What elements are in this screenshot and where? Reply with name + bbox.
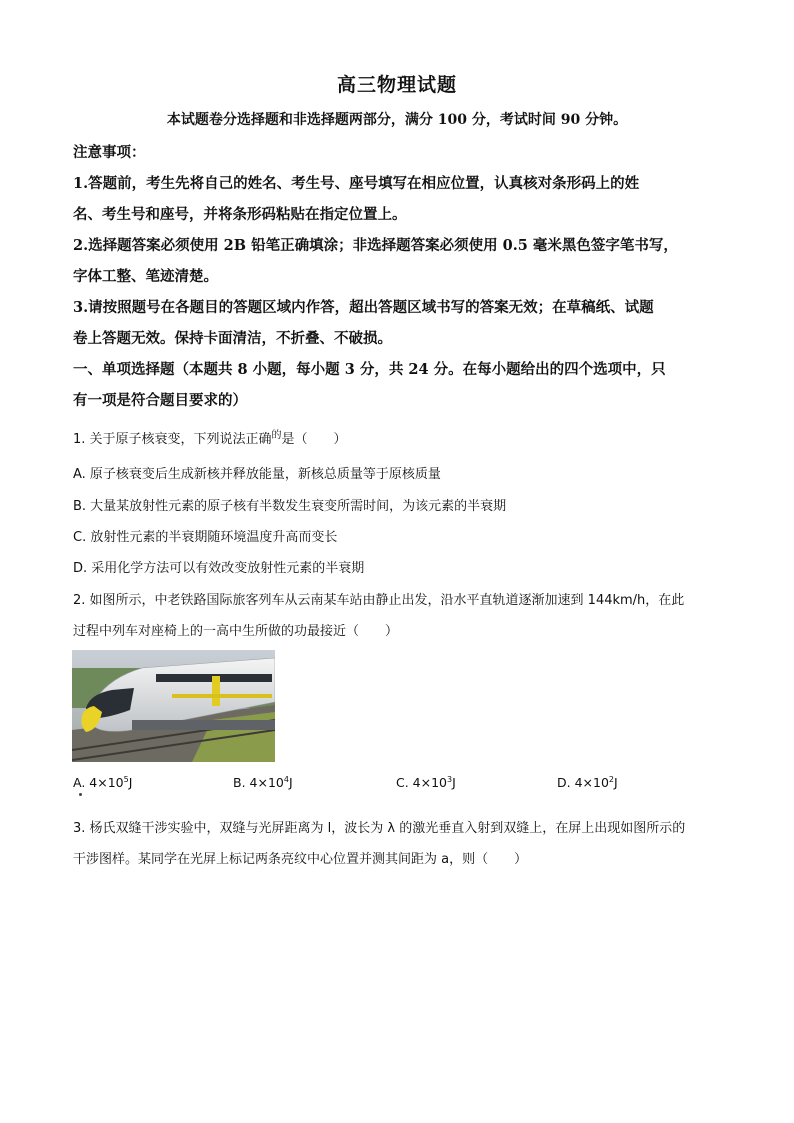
question-2-option-b-exponent: 4	[283, 775, 289, 784]
question-2-stem-line-2: 过程中列车对座椅上的一高中生所做的功最接近（ ）	[73, 624, 399, 639]
notice-item-2-line-1: 2.选择题答案必须使用 2B 铅笔正确填涂；非选择题答案必须使用 0.5 毫米黑色签字笔书写，	[73, 237, 678, 254]
notice-item-3-line-2: 卷上答题无效。保持卡面清洁，不折叠、不破损。	[73, 330, 392, 347]
page-title: 高三物理试题	[336, 74, 457, 96]
question-2-option-b	[233, 775, 293, 790]
notice-item-1-line-2: 名、考生号和座号，并将条形码粘贴在指定位置上。	[73, 206, 407, 223]
question-2-option-d-unit: J	[614, 775, 618, 791]
question-3-stem-line-1: 3. 杨氏双缝干涉实验中，双缝与光屏距离为 l，波长为 λ 的激光垂直入射到双缝上，在屏上出现如图所示的	[73, 821, 686, 836]
notice-heading: 注意事项：	[73, 144, 146, 161]
question-3-stem-line-2: 干涉图样。某同学在光屏上标记两条亮纹中心位置并测其间距为 a，则（ ）	[73, 852, 528, 867]
scan-dot	[79, 793, 82, 796]
exam-subtitle: 本试题卷分选择题和非选择题两部分，满分 100 分，考试时间 90 分钟。	[166, 112, 628, 128]
question-2-option-a	[73, 775, 132, 790]
question-2-option-c-exponent: 3	[447, 775, 453, 784]
question-2-option-a-unit: J	[128, 775, 133, 791]
question-1-stem-text: 1. 关于原子核衰变，下列说法正确	[73, 432, 272, 447]
notice-item-1-line-1: 1.答题前，考生先将自己的姓名、考生号、座号填写在相应位置，认真核对条形码上的姓	[73, 175, 640, 192]
notice-item-2-line-2: 字体工整、笔迹清楚。	[73, 268, 218, 285]
question-2-option-c-text: C. 4×10	[396, 775, 448, 791]
question-1-stem-tail: 是（ ）	[281, 432, 347, 447]
question-1-option-d: D. 采用化学方法可以有效改变放射性元素的半衰期	[73, 561, 365, 576]
question-2-option-b-text: B. 4×10	[233, 775, 284, 791]
question-1-option-a: A. 原子核衰变后生成新核并释放能量，新核总质量等于原核质量	[73, 467, 441, 482]
notice-item-3-line-1: 3.请按照题号在各题目的答题区域内作答，超出答题区域书写的答案无效；在草稿纸、试题	[73, 299, 654, 316]
question-1-stem	[73, 428, 347, 447]
question-2-stem-line-1: 2. 如图所示，中老铁路国际旅客列车从云南某车站由静止出发，沿水平直轨道逐渐加速到 144km/h，在此	[73, 593, 685, 608]
train-photo	[72, 650, 275, 762]
question-1-option-b: B. 大量某放射性元素的原子核有半数发生衰变所需时间，为该元素的半衰期	[73, 499, 507, 514]
question-2-option-a-text: A. 4×10	[73, 775, 124, 791]
question-2-option-c	[396, 775, 456, 790]
question-2-option-b-unit: J	[288, 775, 293, 791]
question-2-option-d-text: D. 4×10	[557, 775, 609, 791]
question-2-option-d-exponent: 2	[608, 775, 614, 784]
question-2-option-c-unit: J	[452, 775, 456, 791]
question-2-option-a-exponent: 5	[123, 775, 129, 784]
section-heading-line-1: 一、单项选择题（本题共 8 小题，每小题 3 分，共 24 分。在每小题给出的四个选项中，只	[73, 361, 666, 378]
question-1-stem-mark: 的	[271, 430, 282, 441]
question-1-option-c: C. 放射性元素的半衰期随环境温度升高而变长	[73, 530, 338, 545]
section-heading-line-2: 有一项是符合题目要求的）	[73, 392, 247, 409]
question-2-option-d	[557, 775, 618, 790]
